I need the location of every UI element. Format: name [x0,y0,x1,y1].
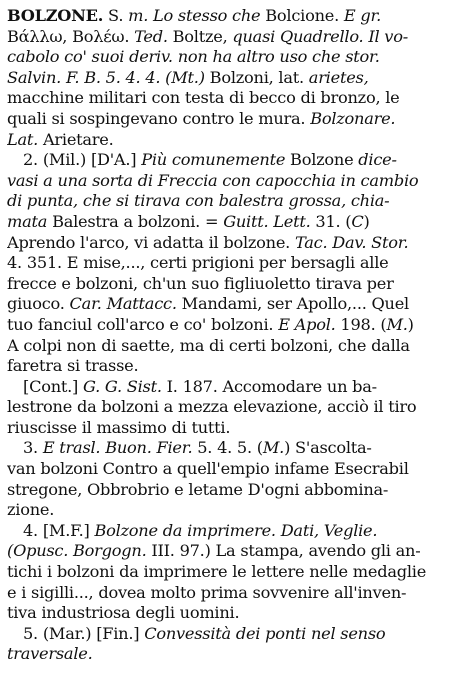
text-span: [Cont.] [23,376,83,396]
text-line [7,274,461,295]
text-line [7,397,461,418]
text-span: III. 97.) La stampa, avendo gli an- [146,541,421,561]
italic-text: Ted. [134,26,168,46]
text-span: I. 187. Accomodare un ba- [161,376,377,396]
italic-text: arietes, [308,67,369,87]
text-span: 4. [M.F.] [23,520,95,540]
text-span: ) [407,314,414,334]
text-line [7,541,461,562]
italic-text: mata [7,211,48,231]
entry-definition [7,6,461,150]
text-line [7,27,461,48]
text-line [7,47,461,68]
sense-5 [7,624,461,665]
text-line [7,150,461,171]
italic-text: E Apol. [278,314,336,334]
sense-cont [7,377,461,439]
text-span: faretra si trasse. [7,356,139,376]
headword: BOLZONE. [7,6,104,25]
italic-text: Guitt. Lett. [223,211,311,231]
text-line [7,644,461,665]
text-line [7,583,461,604]
text-line [7,68,461,89]
text-span: 198. ( [335,314,387,334]
text-line [7,233,461,254]
text-span: A colpi non di saette, ma di certi bolzoni, che dalla [7,335,410,355]
text-line [7,500,461,521]
text-line [7,603,461,624]
text-span: 3. [23,438,43,458]
italic-text: Più comunemente [141,150,286,170]
text-line [7,562,461,583]
italic-text: C [351,211,364,231]
italic-text: vasi a una sorta di Freccia con capocchia in cambio [7,170,419,190]
text-line [7,315,461,336]
text-span: macchine militari con testa di becco di bronzo, le [7,88,400,108]
text-line [7,130,461,151]
italic-text: m. [128,6,149,25]
text-span: Balestra a bolzoni. = [47,211,224,231]
italic-text: E trasl. Buon. Fier. [42,438,193,458]
text-span: Mandami, ser Apollo,... Quel [176,294,409,314]
text-span: Aprendo l'arco, vi adatta il bolzone. [7,232,295,252]
text-span: ) [363,211,370,231]
text-span: 5. (Mar.) [Fin.] [23,623,145,643]
text-line [7,521,461,542]
text-line [7,191,461,212]
text-span: S. [103,6,129,25]
italic-text: traversale. [7,644,93,664]
text-span: ) S'ascolta- [284,438,372,458]
text-line [7,253,461,274]
italic-text: Lo stesso che [148,6,261,25]
text-span: 2. (Mil.) [D'A.] [23,150,142,170]
text-line [7,88,461,109]
italic-text: quasi Quadrello. Il vo- [232,26,408,46]
text-span: frecce e bolzoni, ch'un suo figliuoletto tirava per [7,273,394,293]
text-span: Arietare. [38,129,114,149]
text-span: Bolcione. [260,6,344,25]
text-span: tiva industriosa degli uomini. [7,603,240,623]
text-span: e i sigilli..., dovea molto prima sovvenire all'inven- [7,582,407,602]
text-span: zione. [7,500,55,520]
italic-text: M. [262,438,285,458]
text-line [7,294,461,315]
text-line [7,377,461,398]
text-line [7,6,461,27]
italic-text: Bolzonare. [310,108,396,128]
text-line [7,212,461,233]
text-line [7,418,461,439]
text-span: tichi i bolzoni da imprimere le lettere nelle medaglie [7,562,427,582]
text-line [7,438,461,459]
text-span: Boltze, [167,26,233,46]
italic-text: (Opusc. Borgogn. [7,541,147,561]
text-line [7,356,461,377]
text-line [7,109,461,130]
text-span: 31. ( [310,211,352,231]
text-line [7,336,461,357]
sense-2 [7,150,461,377]
text-span: 5. 4. 5. ( [192,438,263,458]
italic-text: M. [386,314,408,334]
text-line [7,624,461,645]
text-line [7,480,461,501]
text-span: lestrone da bolzoni a mezza elevazione, acciò il tiro [7,397,417,417]
italic-text: Convessità dei ponti nel senso [144,623,386,643]
italic-text: Tac. Dav. Stor. [294,232,409,252]
text-span: van bolzoni Contro a quell'empio infame Esecrabil [7,459,409,479]
italic-text: Bolzone da imprimere. Dati, Veglie. [94,520,378,540]
text-span: Bolzone [285,150,359,170]
text-span: Βάλλω, Βολέω. [7,26,135,46]
sense-4 [7,521,461,624]
text-line [7,459,461,480]
text-span: Bolzoni, lat. [204,67,309,87]
italic-text: Car. Mattacc. [69,294,177,314]
text-span: tuo fanciul coll'arco e co' bolzoni. [7,314,279,334]
italic-text: E gr. [343,6,382,25]
text-line [7,171,461,192]
italic-text: Lat. [7,129,39,149]
italic-text: Salvin. F. B. 5. 4. 4. (Mt.) [7,67,205,87]
text-span: 4. 351. E mise,..., certi prigioni per bersagli alle [7,253,389,273]
italic-text: G. G. Sist. [82,376,162,396]
text-span: stregone, Obbrobrio e letame D'ogni abbomina- [7,479,389,499]
italic-text: dice- [358,150,397,170]
sense-3 [7,438,461,520]
text-span: riuscisse il massimo di tutti. [7,417,231,437]
text-span: quali si sospingevano contro le mura. [7,108,311,128]
text-span: giuoco. [7,294,70,314]
italic-text: di punta, che si tirava con balestra grossa, chia- [7,191,390,211]
italic-text: cabolo co' suoi deriv. non ha altro uso che stor. [7,47,380,67]
